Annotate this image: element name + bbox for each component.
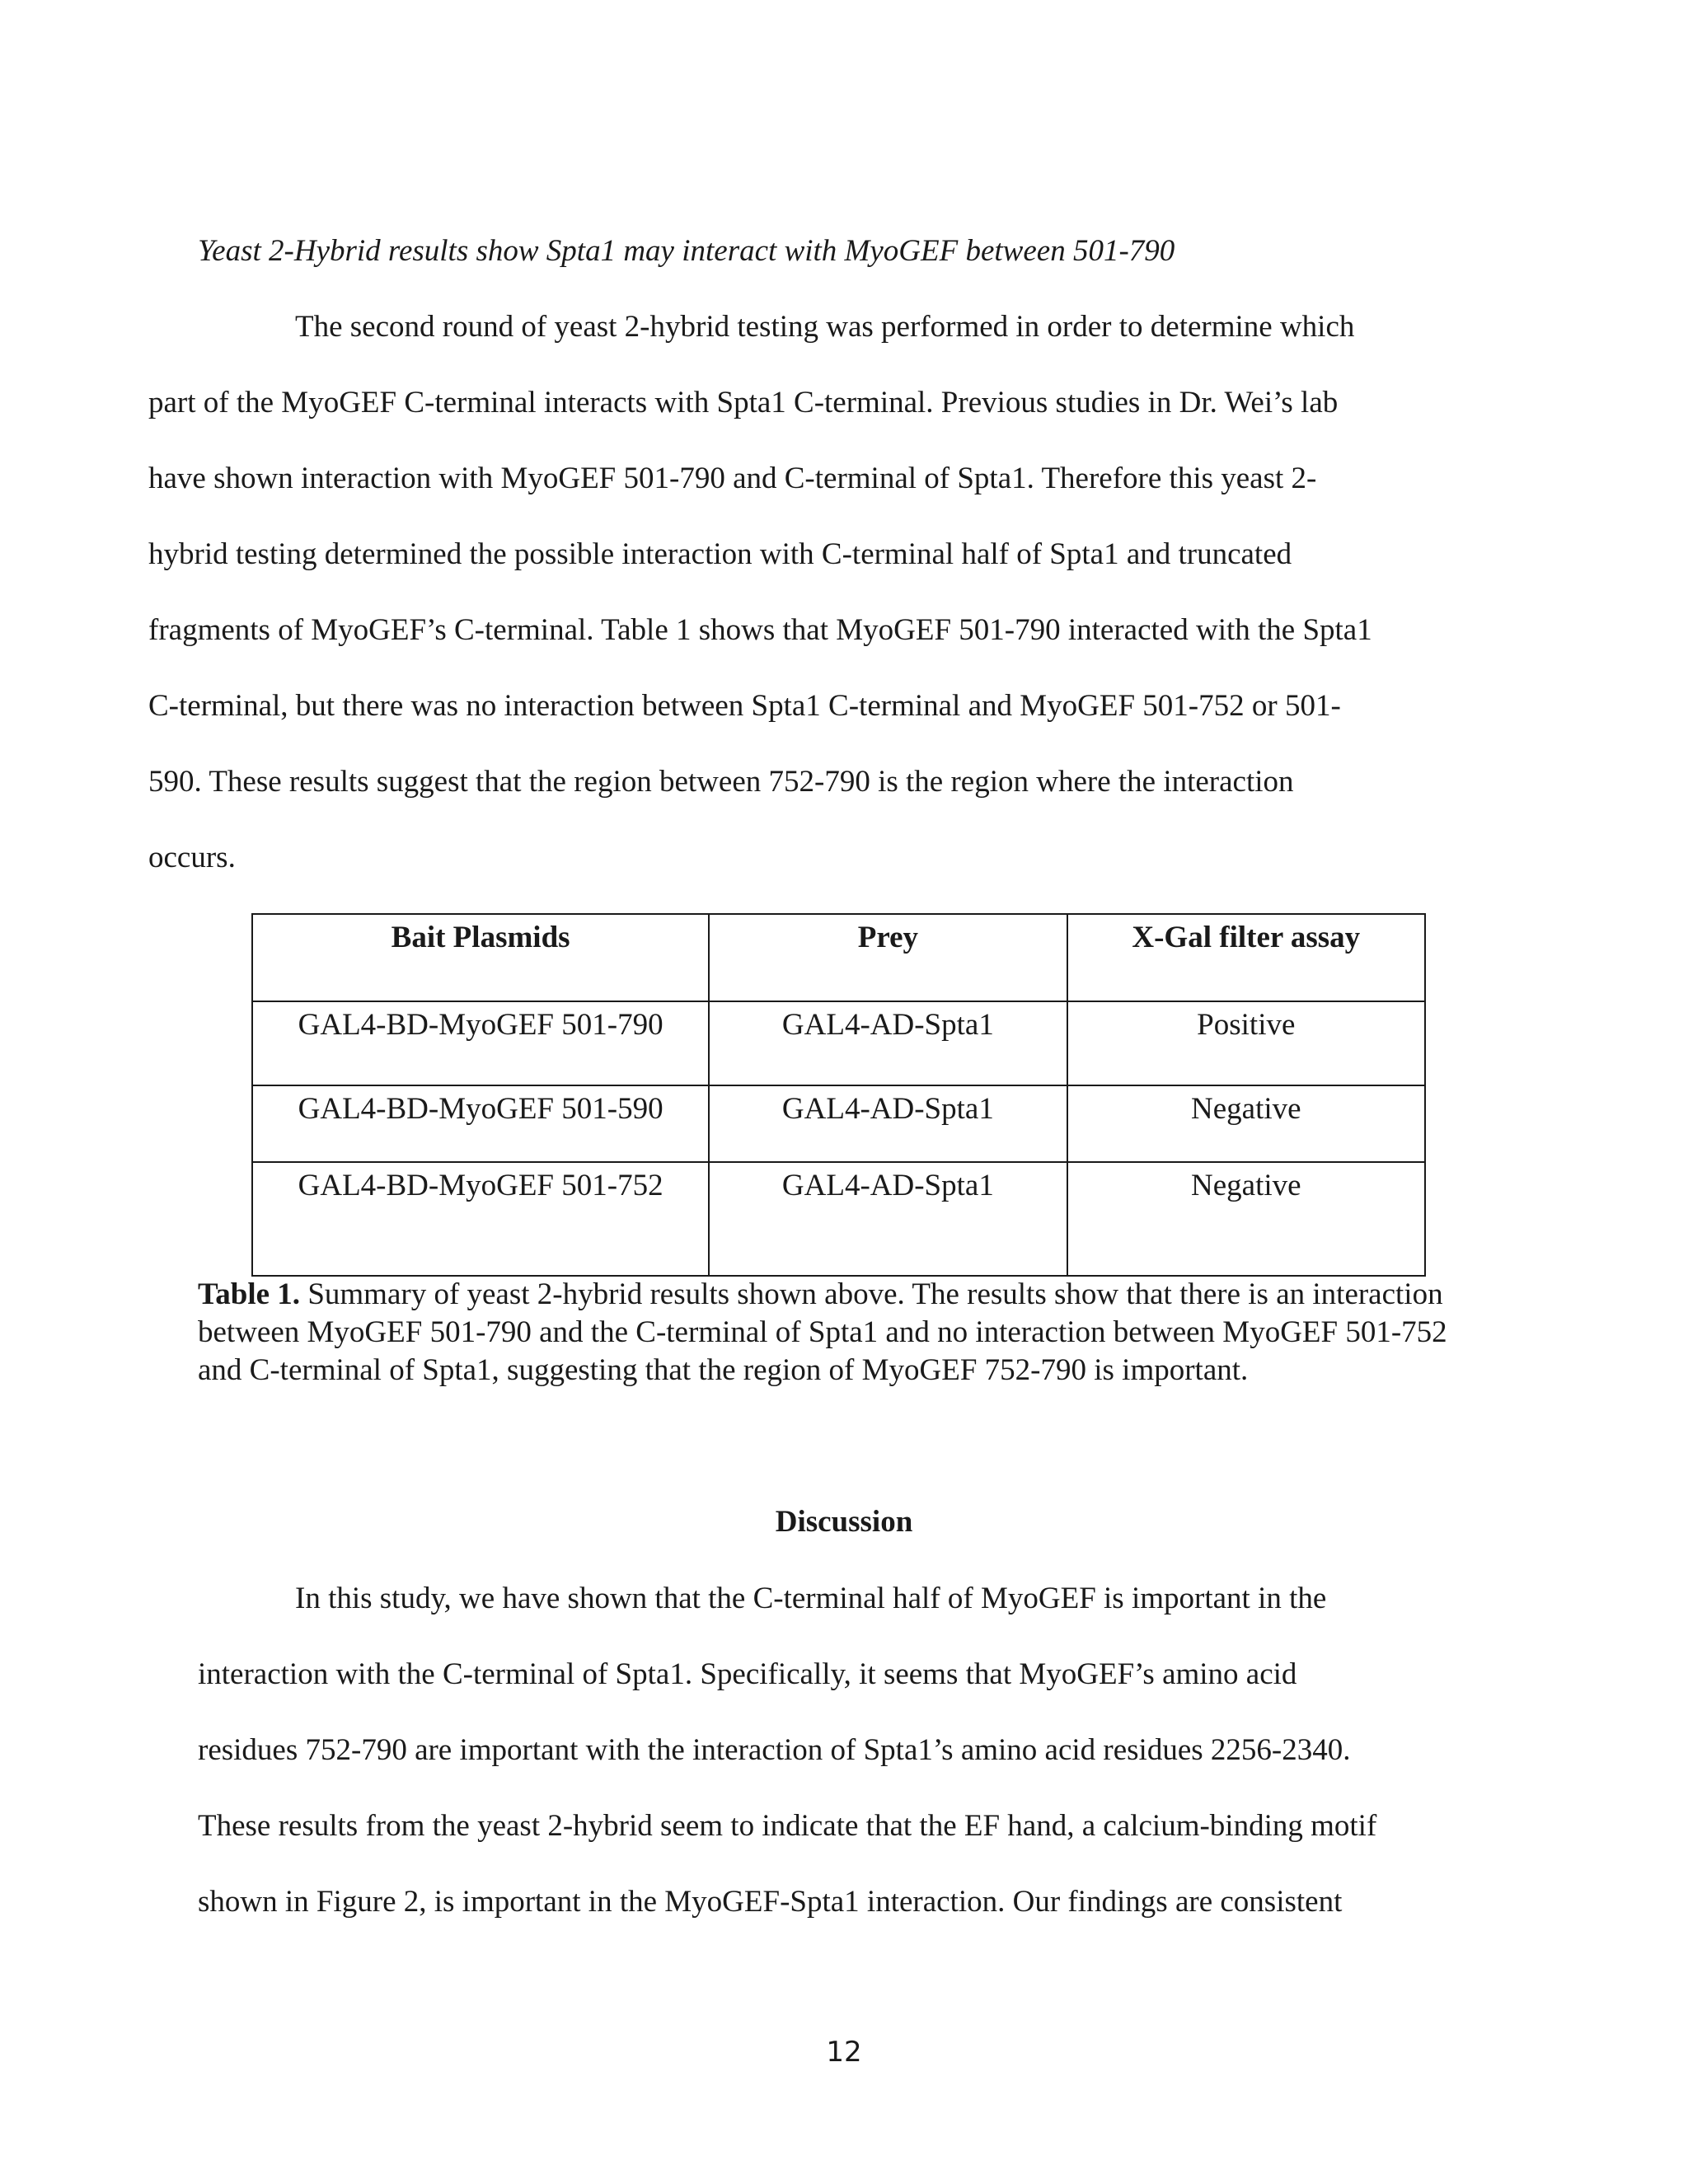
paragraph1-line: hybrid testing determined the possible interaction with C-terminal half of Spta1 and truncated [148, 537, 1292, 571]
results-table [251, 913, 1426, 1277]
table-caption [198, 1276, 1484, 1390]
paragraph2-line: shown in Figure 2, is important in the MyoGEF-Spta1 interaction. Our findings are consistent [198, 1885, 1343, 1919]
table-cell: Negative [1067, 1162, 1425, 1276]
paragraph1-line: occurs. [148, 841, 236, 874]
table-cell: GAL4-AD-Spta1 [709, 1162, 1067, 1276]
table-row [252, 1085, 1425, 1162]
paragraph1-line: have shown interaction with MyoGEF 501-790 and C-terminal of Spta1. Therefore this yeast 2- [148, 462, 1317, 495]
table-header-cell: Bait Plasmids [252, 914, 709, 1001]
table-cell: GAL4-BD-MyoGEF 501-590 [252, 1085, 709, 1162]
table-row [252, 1162, 1425, 1276]
paragraph1-line: C-terminal, but there was no interaction between Spta1 C-terminal and MyoGEF 501-752 or 501- [148, 689, 1341, 723]
table-header-row [252, 914, 1425, 1001]
paragraph1-line: The second round of yeast 2-hybrid testing was performed in order to determine which [295, 310, 1355, 344]
paragraph1-line: 590. These results suggest that the region between 752-790 is the region where the interaction [148, 765, 1294, 799]
table-header-cell: Prey [709, 914, 1067, 1001]
paragraph1-line: part of the MyoGEF C-terminal interacts with Spta1 C-terminal. Previous studies in Dr. Wei’s lab [148, 386, 1339, 419]
table-cell: GAL4-BD-MyoGEF 501-790 [252, 1001, 709, 1085]
table-caption-text: Summary of yeast 2-hybrid results shown above. The results show that there is an interaction between MyoGEF 501-790 and the C-terminal of Spta1 and no interaction between MyoGEF 501-752 and C-terminal of Spta1, suggesting that the region of MyoGEF 752-790 is important. [198, 1277, 1447, 1387]
table-cell: GAL4-BD-MyoGEF 501-752 [252, 1162, 709, 1276]
page-number: 12 [826, 2036, 862, 2069]
table-cell: Positive [1067, 1001, 1425, 1085]
table-caption-label: Table 1. [198, 1277, 301, 1311]
paragraph2-line: In this study, we have shown that the C-terminal half of MyoGEF is important in the [295, 1582, 1327, 1615]
paragraph2-line: residues 752-790 are important with the interaction of Spta1’s amino acid residues 2256-2340. [198, 1733, 1351, 1767]
table-header-cell: X-Gal filter assay [1067, 914, 1425, 1001]
paragraph1-line: fragments of MyoGEF’s C-terminal. Table 1 shows that MyoGEF 501-790 interacted with the Spta1 [148, 613, 1372, 647]
table-row [252, 1001, 1425, 1085]
results-subheading: Yeast 2-Hybrid results show Spta1 may interact with MyoGEF between 501-790 [198, 234, 1175, 268]
table-cell: GAL4-AD-Spta1 [709, 1085, 1067, 1162]
paragraph2-line: These results from the yeast 2-hybrid seem to indicate that the EF hand, a calcium-binding motif [198, 1809, 1377, 1843]
discussion-heading: Discussion [775, 1505, 913, 1539]
table-cell: GAL4-AD-Spta1 [709, 1001, 1067, 1085]
paragraph2-line: interaction with the C-terminal of Spta1. Specifically, it seems that MyoGEF’s amino acid [198, 1657, 1297, 1691]
table-cell: Negative [1067, 1085, 1425, 1162]
